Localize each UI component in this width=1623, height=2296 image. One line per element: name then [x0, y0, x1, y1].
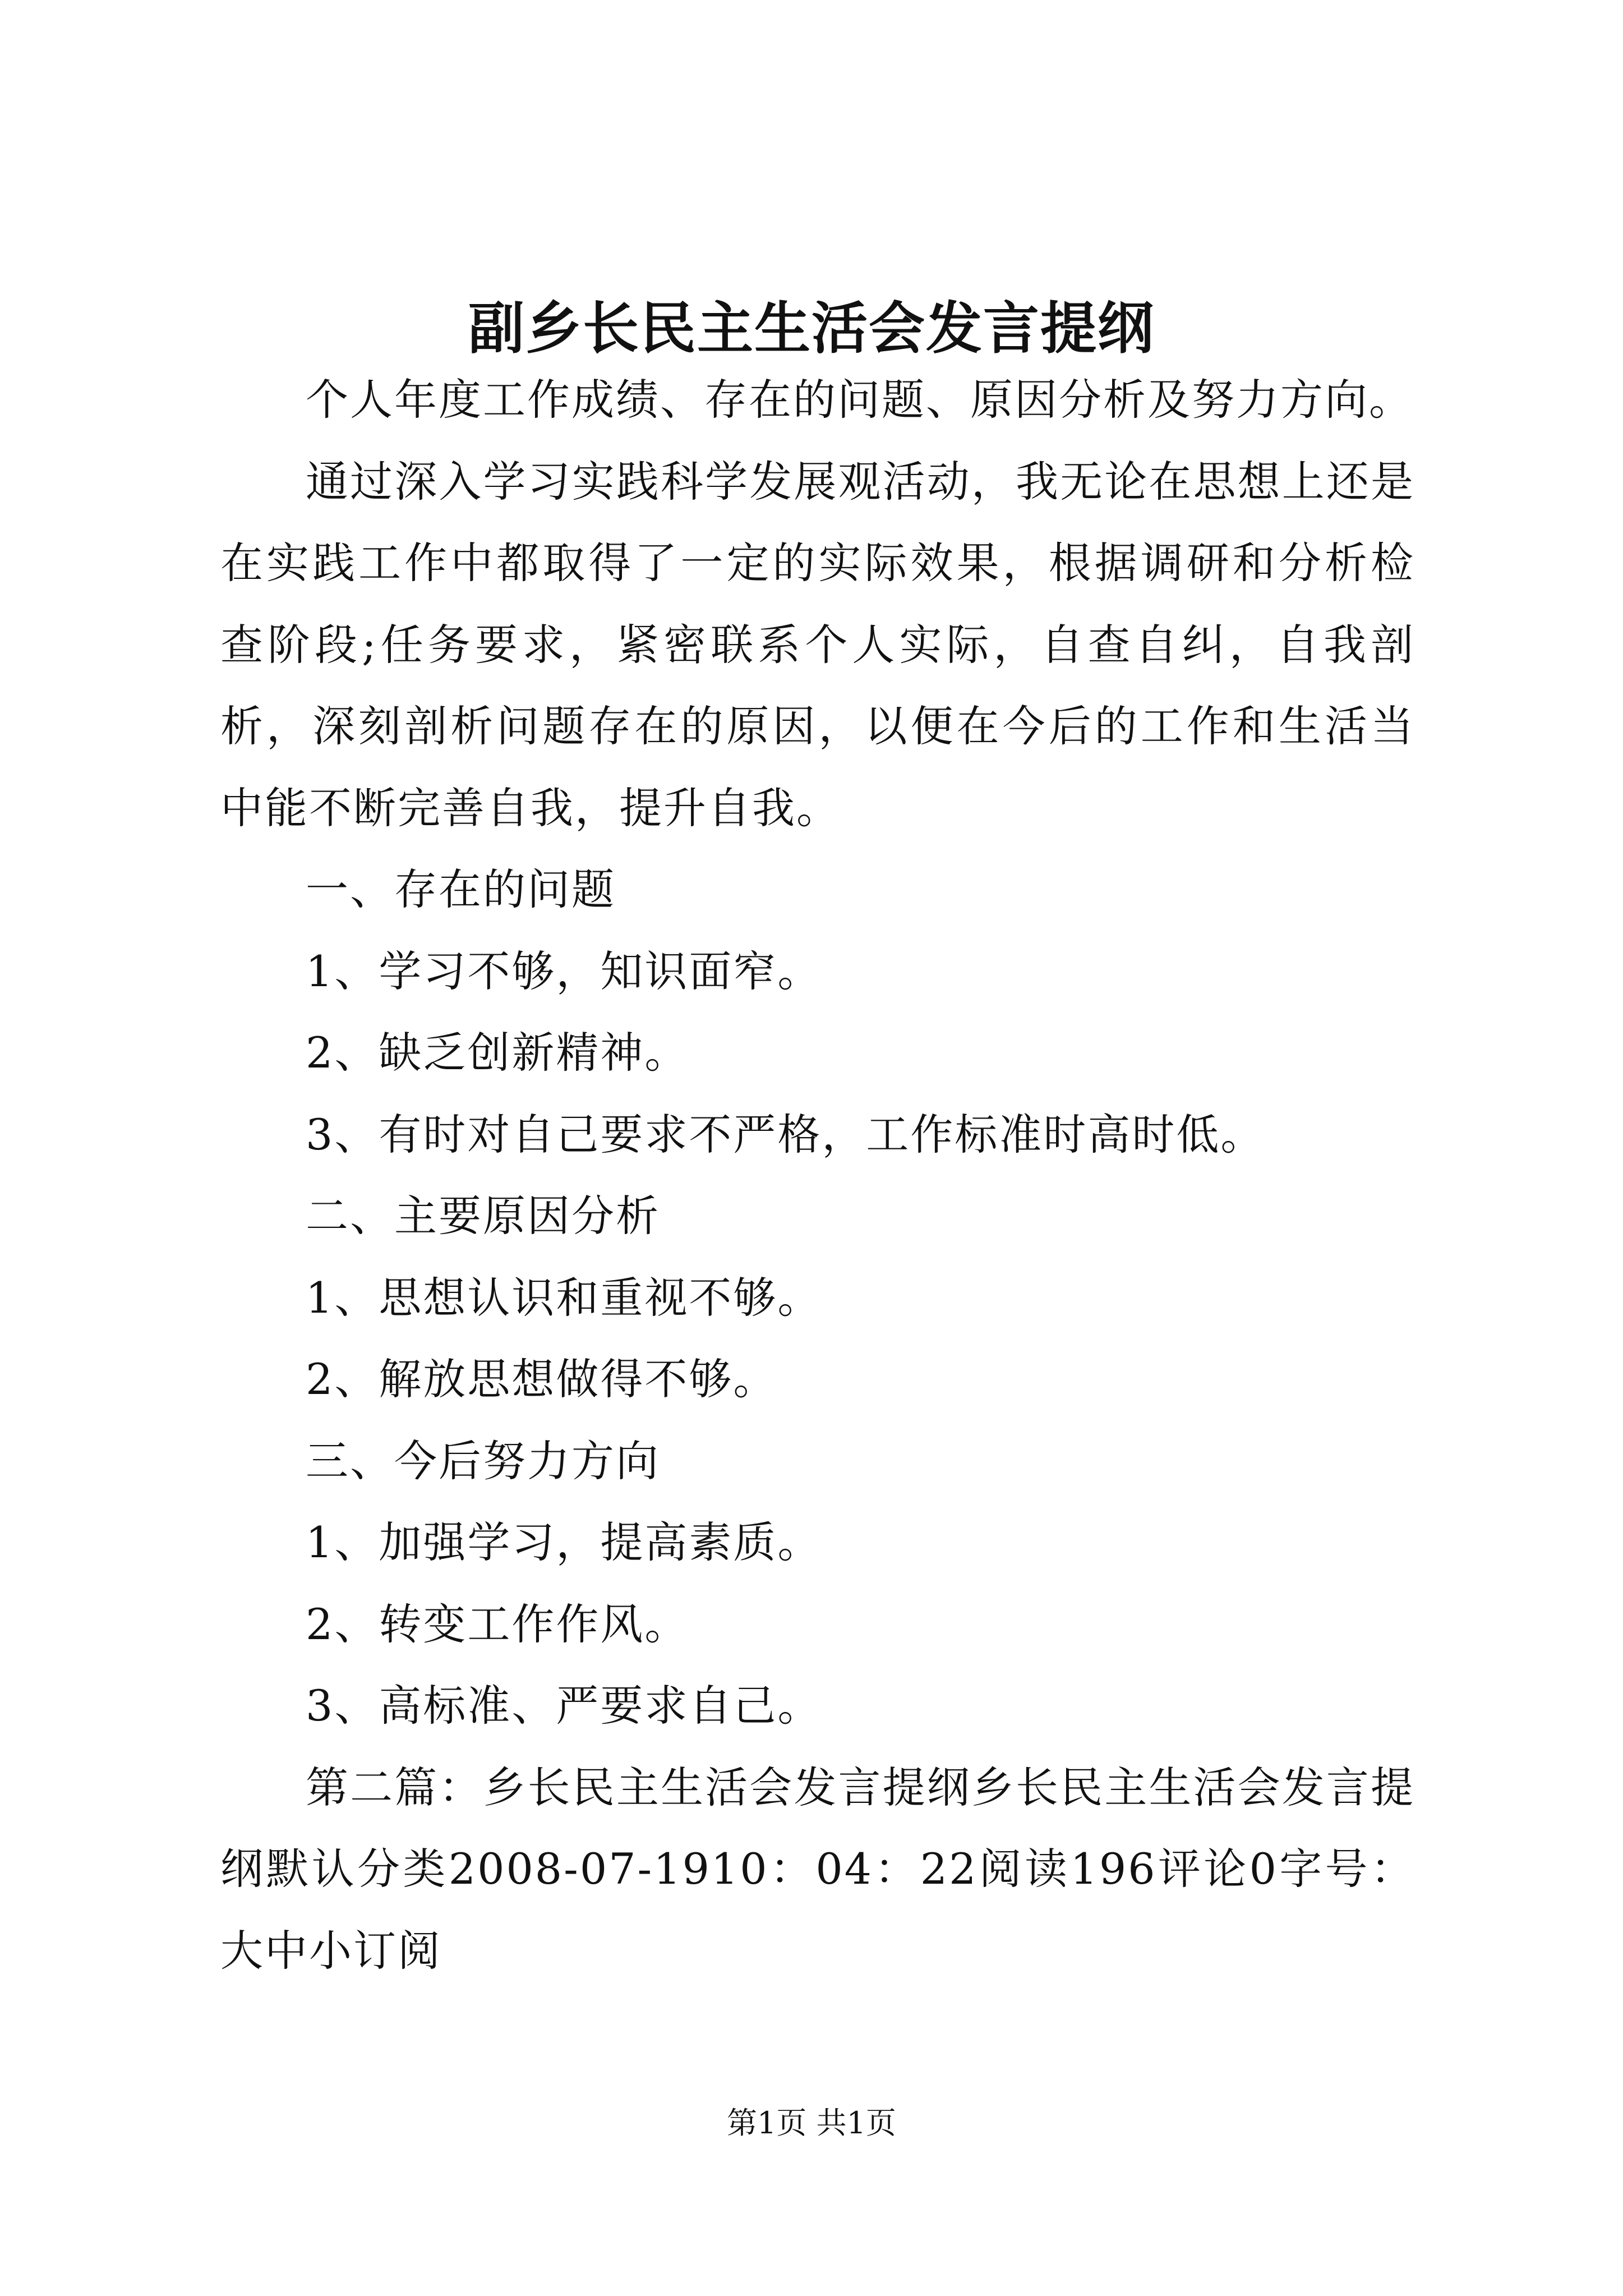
list-item: 1、加强学习，提高素质。 [306, 1517, 822, 1567]
list-item: 3、有时对自己要求不严格，工作标准时高时低。 [306, 1109, 1265, 1159]
section-heading-causes: 二、主要原因分析 [306, 1191, 660, 1241]
section-heading-problems: 一、存在的问题 [306, 864, 616, 914]
paragraph-second-article: 第二篇：乡长民主生活会发言提纲乡长民主生活会发言提纲默认分类2008-07-1910：04：22阅读196评论0字号：大中小订阅 [220, 1762, 1415, 1976]
list-item: 2、解放思想做得不够。 [306, 1354, 778, 1404]
list-item: 1、思想认识和重视不够。 [306, 1272, 822, 1323]
list-item: 1、学习不够，知识面窄。 [306, 946, 822, 996]
list-item: 2、缺乏创新精神。 [306, 1028, 689, 1078]
document-body [220, 359, 1415, 1991]
section-heading-direction: 三、今后努力方向 [306, 1435, 660, 1486]
paragraph-main: 通过深入学习实践科学发展观活动，我无论在思想上还是在实践工作中都取得了一定的实际效果，根据调研和分析检查阶段;任务要求，紧密联系个人实际，自查自纠，自我剖析，深刻剖析问题存在的原因，以便在今后的工作和生活当中能不断完善自我，提升自我。 [220, 456, 1415, 833]
page-footer: 第1页 共1页 [727, 2105, 896, 2141]
list-item: 3、高标准、严要求自己。 [306, 1681, 822, 1731]
paragraph-intro: 个人年度工作成绩、存在的问题、原因分析及努力方向。 [306, 375, 1413, 425]
list-item: 2、转变工作作风。 [306, 1599, 689, 1649]
document-title: 副乡长民主生活会发言提纲 [468, 295, 1155, 361]
